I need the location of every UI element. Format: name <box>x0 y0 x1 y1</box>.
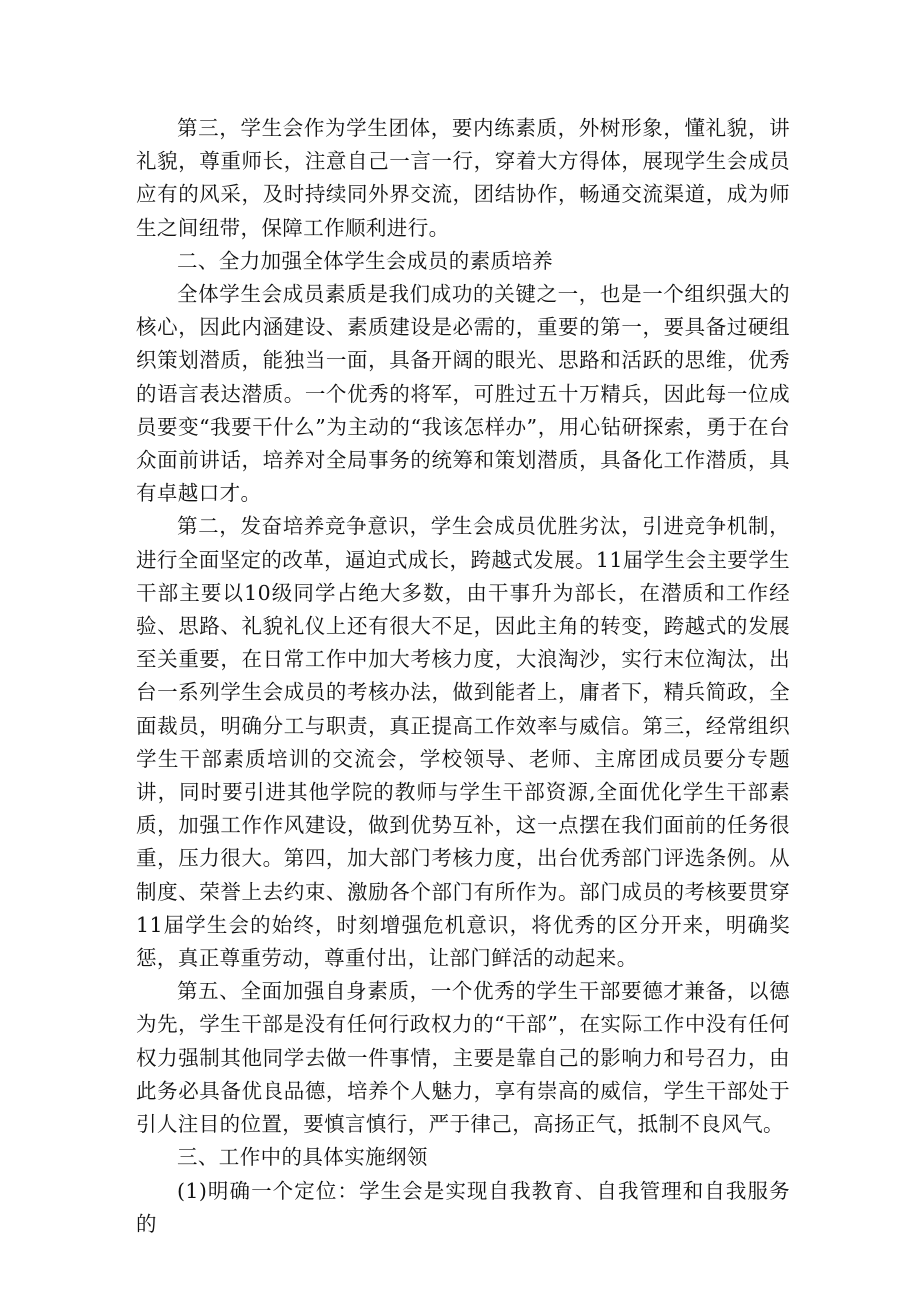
paragraph-quality-core: 全体学生会成员素质是我们成功的关键之一，也是一个组织强大的核心，因此内涵建设、素质建设是必需的，重要的第一，要具备过硬组织策划潜质，能独当一面，具备开阔的眼光、思路和活跃的思维，优秀的语言表达潜质。一个优秀的将军，可胜过五十万精兵，因此每一位成员要变“我要干什么”为主动的“我该怎样办”，用心钻研探索，勇于在台众面前讲话，培养对全局事务的统筹和策划潜质，具备化工作潜质，具有卓越口才。 <box>136 282 790 506</box>
paragraph-positioning: (1)明确一个定位：学生会是实现自我教育、自我管理和自我服务的 <box>136 1178 790 1236</box>
paragraph-self-quality: 第五、全面加强自身素质，一个优秀的学生干部要德才兼备，以德为先，学生干部是没有任何行政权力的“干部”，在实际工作中没有任何权力强制其他同学去做一件事情，主要是靠自己的影响力和号召力，由此务必具备优良品德，培养个人魅力，享有崇高的威信，学生干部处于引人注目的位置，要慎言慎行，严于律己，高扬正气，抵制不良风气。 <box>136 979 790 1137</box>
document-body <box>136 112 790 1241</box>
paragraph-competition: 第二，发奋培养竞争意识，学生会成员优胜劣汰，引进竞争机制，进行全面坚定的改革，逼迫式成长，跨越式发展。11届学生会主要学生干部主要以10级同学占绝大多数，由干事升为部长，在潜质和工作经验、思路、礼貌礼仪上还有很大不足，因此主角的转变，跨越式的发展至关重要，在日常工作中加大考核力度，大浪淘沙，实行末位淘汰，出台一系列学生会成员的考核办法，做到能者上，庸者下，精兵简政，全面裁员，明确分工与职责，真正提高工作效率与威信。第三，经常组织学生干部素质培训的交流会，学校领导、老师、主席团成员要分专题讲，同时要引进其他学院的教师与学生干部资源,全面优化学生干部素质，加强工作作风建设，做到优势互补，这一点摆在我们面前的任务很重，压力很大。第四，加大部门考核力度，出台优秀部门评选条例。从制度、荣誉上去约束、激励各个部门有所作为。部门成员的考核要贯穿11届学生会的始终，时刻增强危机意识，将优秀的区分开来，明确奖惩，真正尊重劳动，尊重付出，让部门鲜活的动起来。 <box>136 514 790 971</box>
section-heading-2: 二、全力加强全体学生会成员的素质培养 <box>177 248 554 273</box>
section-heading-3: 三、工作中的具体实施纲领 <box>177 1145 428 1170</box>
paragraph-third-image: 第三，学生会作为学生团体，要内练素质，外树形象，懂礼貌，讲礼貌，尊重师长，注意自己一言一行，穿着大方得体，展现学生会成员应有的风采，及时持续同外界交流，团结协作，畅通交流渠道，成为师生之间纽带，保障工作顺利进行。 <box>136 116 790 240</box>
